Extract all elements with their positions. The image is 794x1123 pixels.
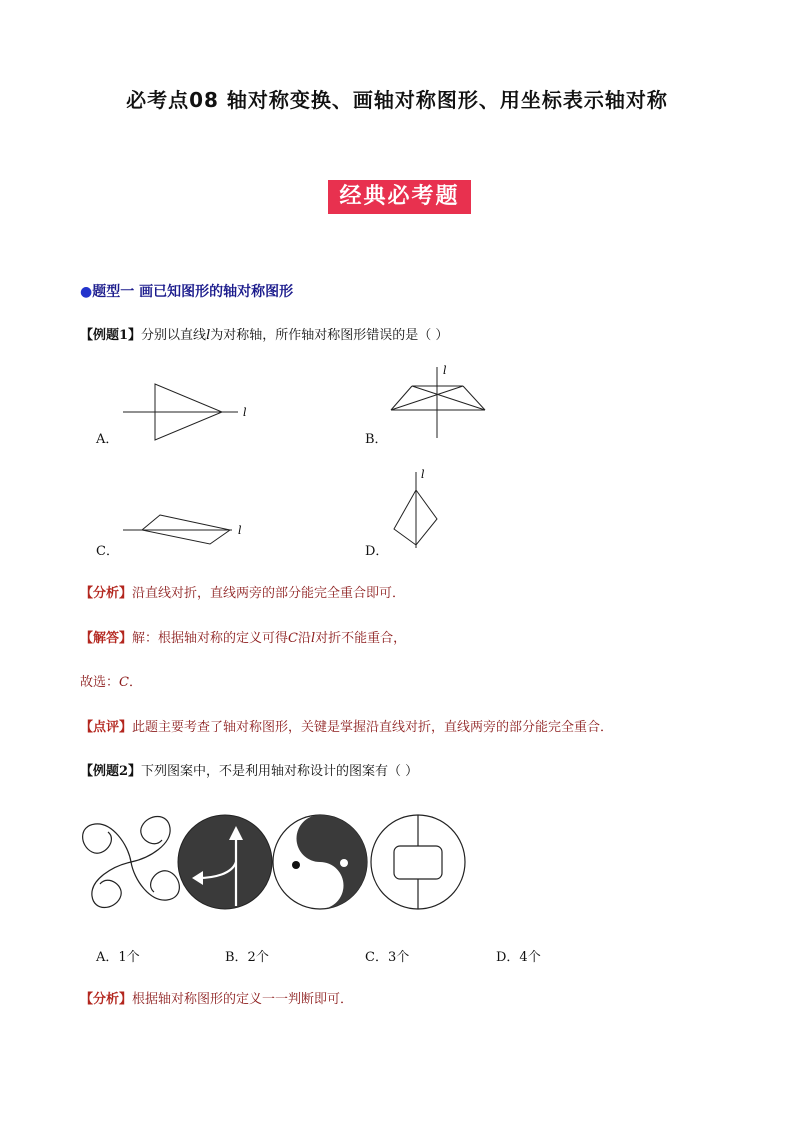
example2-analysis xyxy=(80,991,353,1009)
example1-question-var: l xyxy=(206,328,211,343)
review-text: 此题主要考查了轴对称图形，关键是掌握沿直线对折，直线两旁的部分能完全重合． xyxy=(132,720,614,735)
figure-d-line-label: l xyxy=(421,468,425,481)
review-tag: 【点评】 xyxy=(80,720,133,735)
option-a-label: A． xyxy=(96,432,119,447)
section-label: 题型一 画已知图形的轴对称图形 xyxy=(92,284,294,300)
ex2-option-a: A．1个 xyxy=(96,950,140,965)
option-c-label: C． xyxy=(96,544,119,559)
answer-prefix: 解：根据轴对称的定义可得 xyxy=(132,631,289,646)
choice-prefix: 故选： xyxy=(80,675,120,690)
answer-mid: 沿 xyxy=(297,631,311,646)
answer-suffix: 对折不能重合， xyxy=(315,631,407,646)
answer-var-c: C xyxy=(288,631,298,646)
example2-tag: 【例题2】 xyxy=(80,764,142,779)
ex2-option-d: D．4个 xyxy=(496,950,541,965)
ex2-option-c: C．3个 xyxy=(365,950,410,965)
choice-var: C xyxy=(119,675,129,690)
example1-question-suffix: 为对称轴，所作轴对称图形错误的是（ ） xyxy=(210,328,449,343)
example2-analysis-tag: 【分析】 xyxy=(80,992,133,1007)
section-badge: 经典必考题 xyxy=(328,180,471,214)
ex2-option-b: B．2个 xyxy=(225,950,269,965)
figure-b-line-label: l xyxy=(443,364,447,377)
analysis-text: 沿直线对折，直线两旁的部分能完全重合即可． xyxy=(132,586,406,601)
option-b-label: B． xyxy=(365,432,388,447)
figure-c-line-label: l xyxy=(238,524,242,537)
answer-tag: 【解答】 xyxy=(80,631,133,646)
example1-tag: 【例题1】 xyxy=(80,328,142,343)
analysis-tag: 【分析】 xyxy=(80,586,133,601)
page-title: 必考点08 轴对称变换、画轴对称图形、用坐标表示轴对称 xyxy=(126,88,668,112)
example2-question-text: 下列图案中，不是利用轴对称设计的图案有（ ） xyxy=(141,764,419,779)
choice-suffix: ． xyxy=(128,675,142,690)
option-d-label: D． xyxy=(365,544,389,559)
answer-var-l: l xyxy=(311,631,316,646)
example2-analysis-text: 根据轴对称图形的定义一一判断即可． xyxy=(132,992,354,1007)
figure-a-line-label: l xyxy=(243,406,247,419)
bullet-icon: ● xyxy=(80,284,93,300)
example1-question-prefix: 分别以直线 xyxy=(141,328,207,343)
